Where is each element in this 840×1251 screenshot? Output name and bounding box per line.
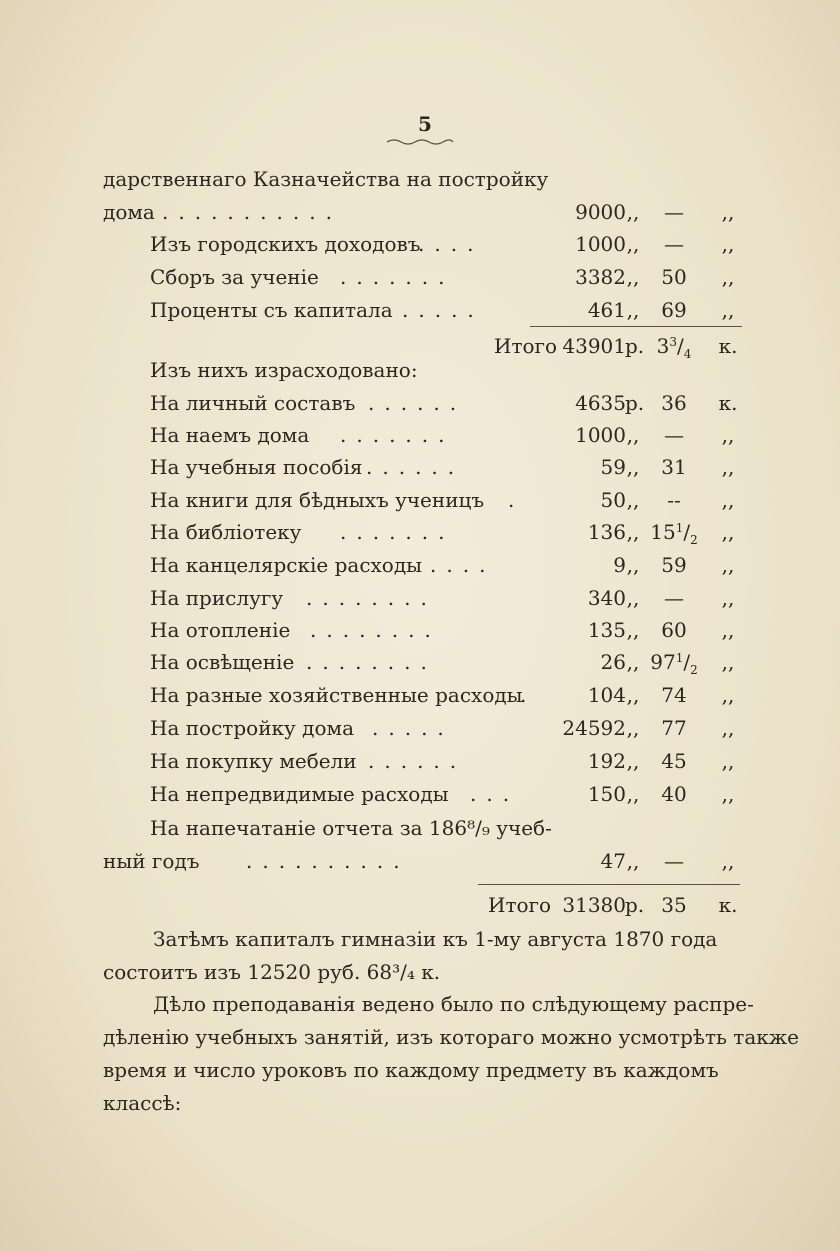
ledger-row bbox=[0, 228, 840, 260]
row-label: На наемъ дома bbox=[150, 423, 310, 447]
ditto-mark: ,, bbox=[626, 650, 640, 674]
amount-kopecks: $97^1/_2$ bbox=[650, 650, 698, 677]
ditto-mark: ,, bbox=[721, 200, 735, 224]
total-kopecks: $3^3/_4$ bbox=[656, 334, 692, 361]
rubles-abbrev: р. bbox=[625, 893, 645, 917]
ledger-row bbox=[0, 516, 840, 548]
ditto-mark: ,, bbox=[626, 849, 640, 873]
amount-rubles: 340 bbox=[587, 586, 626, 610]
row-label: На освѣщеніе bbox=[150, 650, 295, 674]
amount-kopecks: — bbox=[664, 586, 684, 610]
ditto-mark: к. bbox=[718, 391, 738, 415]
leader-dots: ...... bbox=[366, 455, 465, 479]
ledger-row bbox=[0, 745, 840, 777]
paragraph-line: Затѣмъ капиталъ гимназіи къ 1-му августа 1870 года bbox=[153, 927, 718, 951]
ledger-row bbox=[0, 419, 840, 451]
spent-heading: Изъ нихъ израсходовано: bbox=[150, 358, 418, 382]
amount-rubles: 3382 bbox=[575, 265, 626, 289]
ditto-mark: ,, bbox=[721, 455, 735, 479]
ledger-row bbox=[0, 778, 840, 810]
amount-rubles: 150 bbox=[587, 782, 626, 806]
leader-dots: .... bbox=[418, 232, 484, 256]
amount-rubles: 1000 bbox=[575, 232, 626, 256]
ditto-mark: ,, bbox=[626, 455, 640, 479]
amount-kopecks: — bbox=[664, 849, 684, 873]
leader-dots: ... bbox=[470, 782, 520, 806]
ditto-mark: ,, bbox=[721, 520, 735, 544]
leader-dots: ....... bbox=[340, 423, 455, 447]
total-kopecks: 35 bbox=[661, 893, 687, 917]
print-row-line-1 bbox=[0, 812, 840, 844]
ditto-mark: ,, bbox=[721, 716, 735, 740]
ditto-mark: ,, bbox=[721, 849, 735, 873]
total-rubles: 43901 bbox=[562, 334, 626, 358]
amount-rubles: 461 bbox=[587, 298, 626, 322]
rubles-abbrev: р. bbox=[625, 334, 645, 358]
paragraph-line: классѣ: bbox=[103, 1091, 182, 1115]
ledger-row bbox=[0, 679, 840, 711]
total-row bbox=[0, 889, 840, 921]
leader-dots: ..... bbox=[402, 298, 484, 322]
ledger-row bbox=[0, 582, 840, 614]
ditto-mark: ,, bbox=[626, 298, 640, 322]
ditto-mark: ,, bbox=[721, 488, 735, 512]
ditto-mark: ,, bbox=[626, 520, 640, 544]
ditto-mark: ,, bbox=[626, 749, 640, 773]
ditto-mark: ,, bbox=[626, 683, 640, 707]
leader-dots: .......... bbox=[246, 849, 410, 873]
row-label: На канцелярскіе расходы bbox=[150, 553, 423, 577]
paragraph-line: Дѣло преподаванія ведено было по слѣдующему распре- bbox=[153, 992, 754, 1016]
amount-rubles: 26 bbox=[600, 650, 626, 674]
amount-kopecks: 77 bbox=[661, 716, 687, 740]
ditto-mark: ,, bbox=[721, 782, 735, 806]
amount-rubles: 59 bbox=[600, 455, 626, 479]
leader-dots: ..... bbox=[372, 716, 454, 740]
row-label: На напечатаніе отчета за 186⁸/₉ учеб- bbox=[150, 816, 552, 840]
ditto-mark: р. bbox=[625, 391, 645, 415]
leader-dots: ........ bbox=[306, 650, 437, 674]
leader-dots: ........... bbox=[162, 200, 342, 224]
ditto-mark: ,, bbox=[721, 298, 735, 322]
amount-kopecks: 59 bbox=[661, 553, 687, 577]
ditto-mark: ,, bbox=[626, 586, 640, 610]
amount-rubles: 1000 bbox=[575, 423, 626, 447]
ditto-mark: ,, bbox=[626, 618, 640, 642]
intro-line-1 bbox=[0, 163, 840, 195]
amount-kopecks: 45 bbox=[661, 749, 687, 773]
ditto-mark: ,, bbox=[626, 232, 640, 256]
leader-dots: ...... bbox=[368, 391, 467, 415]
ditto-mark: ,, bbox=[721, 423, 735, 447]
intro-line-2 bbox=[0, 196, 840, 228]
sum-rule bbox=[478, 884, 740, 885]
amount-kopecks: 31 bbox=[661, 455, 687, 479]
kopecks-abbrev: к. bbox=[718, 893, 738, 917]
leader-dots: ........ bbox=[306, 586, 437, 610]
ditto-mark: ,, bbox=[626, 488, 640, 512]
ditto-mark: ,, bbox=[721, 553, 735, 577]
ditto-mark: ,, bbox=[721, 265, 735, 289]
teaching-paragraph bbox=[103, 988, 799, 1120]
amount-rubles: 4635 bbox=[575, 391, 626, 415]
leader-dots: ...... bbox=[368, 749, 467, 773]
total-label: Итого bbox=[488, 893, 552, 917]
amount-kopecks: 60 bbox=[661, 618, 687, 642]
ditto-mark: ,, bbox=[626, 200, 640, 224]
amount-kopecks: — bbox=[664, 232, 684, 256]
paragraph-line: время и число уроковъ по каждому предмету въ каждомъ bbox=[103, 1058, 719, 1082]
ledger-row bbox=[0, 614, 840, 646]
total-label: Итого bbox=[494, 334, 558, 358]
row-label: Проценты съ капитала bbox=[150, 298, 393, 322]
row-label: На прислугу bbox=[150, 586, 284, 610]
ditto-mark: ,, bbox=[721, 618, 735, 642]
amount-kopecks: 69 bbox=[661, 298, 687, 322]
leader-dots: ....... bbox=[340, 265, 455, 289]
amount-kopecks: 50 bbox=[661, 265, 687, 289]
amount-rubles: 47 bbox=[600, 849, 626, 873]
ledger-row bbox=[0, 451, 840, 483]
spent-heading-row bbox=[0, 354, 840, 386]
amount-kopecks: 74 bbox=[661, 683, 687, 707]
row-label: На непредвидимые расходы bbox=[150, 782, 449, 806]
amount-rubles: 104 bbox=[587, 683, 626, 707]
amount-rubles: 9000 bbox=[575, 200, 626, 224]
ditto-mark: ,, bbox=[721, 650, 735, 674]
ledger-row bbox=[0, 646, 840, 678]
amount-kopecks: -- bbox=[667, 488, 681, 512]
row-label: ный годъ bbox=[103, 849, 200, 873]
ditto-mark: ,, bbox=[626, 553, 640, 577]
paragraph-line: состоитъ изъ 12520 руб. 68³/₄ к. bbox=[103, 960, 441, 984]
ditto-mark: ,, bbox=[721, 749, 735, 773]
amount-rubles: 136 bbox=[587, 520, 626, 544]
ledger-row bbox=[0, 387, 840, 419]
amount-rubles: 192 bbox=[587, 749, 626, 773]
row-label: На учебныя пособія bbox=[150, 455, 363, 479]
row-label: Изъ городскихъ доходовъ bbox=[150, 232, 421, 256]
ditto-mark: ,, bbox=[721, 683, 735, 707]
amount-kopecks: — bbox=[664, 200, 684, 224]
paragraph-line: дѣленію учебныхъ занятій, изъ котораго можно усмотрѣть также bbox=[103, 1025, 799, 1049]
ditto-mark: ,, bbox=[626, 716, 640, 740]
ledger-row bbox=[0, 294, 840, 326]
leader-dots: ....... bbox=[340, 520, 455, 544]
amount-kopecks: — bbox=[664, 423, 684, 447]
row-label: На разные хозяйственные расходы bbox=[150, 683, 523, 707]
capital-paragraph bbox=[103, 923, 748, 989]
ornament-rule bbox=[385, 138, 455, 146]
leader-dots: .... bbox=[430, 553, 496, 577]
ditto-mark: ,, bbox=[721, 586, 735, 610]
ditto-mark: ,, bbox=[721, 232, 735, 256]
ditto-mark: ,, bbox=[626, 265, 640, 289]
ledger-row bbox=[0, 484, 840, 516]
sum-rule bbox=[530, 326, 742, 327]
amount-rubles: 50 bbox=[600, 488, 626, 512]
leader-dots: . bbox=[520, 683, 537, 707]
row-label: На покупку мебели bbox=[150, 749, 357, 773]
amount-kopecks: 36 bbox=[661, 391, 687, 415]
row-label: На отопленіе bbox=[150, 618, 291, 642]
leader-dots: ........ bbox=[310, 618, 441, 642]
amount-kopecks: 40 bbox=[661, 782, 687, 806]
ledger-row bbox=[0, 549, 840, 581]
intro-label: дома bbox=[103, 200, 155, 224]
ditto-mark: ,, bbox=[626, 423, 640, 447]
kopecks-abbrev: к. bbox=[718, 334, 738, 358]
amount-rubles: 24592 bbox=[562, 716, 626, 740]
ledger-row bbox=[0, 712, 840, 744]
intro-text: дарственнаго Казначейства на постройку bbox=[103, 167, 549, 191]
amount-kopecks: $15^1/_2$ bbox=[650, 520, 698, 547]
row-label: На библіотеку bbox=[150, 520, 302, 544]
row-label: На книги для бѣдныхъ ученицъ bbox=[150, 488, 485, 512]
print-row-line-2 bbox=[0, 845, 840, 877]
page-number: 5 bbox=[418, 112, 432, 136]
total-rubles: 31380 bbox=[562, 893, 626, 917]
amount-rubles: 135 bbox=[587, 618, 626, 642]
amount-rubles: 9 bbox=[613, 553, 626, 577]
row-label: На постройку дома bbox=[150, 716, 354, 740]
ledger-row bbox=[0, 261, 840, 293]
row-label: Сборъ за ученіе bbox=[150, 265, 319, 289]
row-label: На личный составъ bbox=[150, 391, 356, 415]
leader-dots: . bbox=[508, 488, 525, 512]
ditto-mark: ,, bbox=[626, 782, 640, 806]
